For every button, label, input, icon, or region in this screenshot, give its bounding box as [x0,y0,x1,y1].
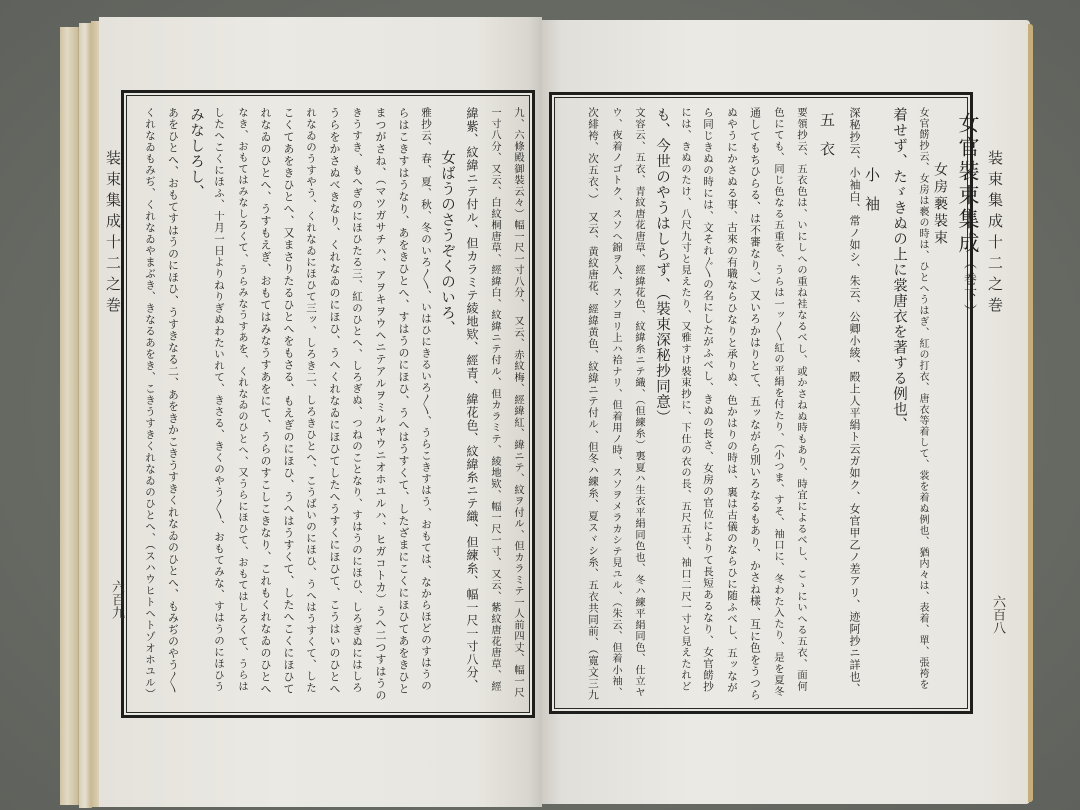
folio-left: 六百九 [109,580,124,619]
text-column: くれなゐもみぢ、くれなゐやまぶき、きなるあをき、こきうすきくれなゐのひとへ、（スハウヒトヘトゾオホユル） [144,107,156,700]
text-column: 深秘抄云、小袖白、常ノ如シ、朱云、公卿小綾、殿上人平絹ト云ガ如ク、女官甲乙ノ差アリ、迹阿抄ニ詳也、 [848,107,861,695]
text-column: こくてあをきひとへ、又まさりたるひとへをもさる、もえぎのにほひ、うへはうすくて、したへこくにほひて [282,107,295,695]
chapter-volume: （巻下） [961,256,976,320]
text-column: れなゐのひとへ、うすもえぎ、おもてはみなうすあをにて、うらのすこしこきなり、これもくれなゐのひとへ [259,107,272,695]
text-column: きうすき、もへぎのにほひたる三、紅のひとへ、しろぎぬ、つねのことなり、すはうのにほひ、しろぎぬにはしろ [351,107,363,694]
text-column: したへこくにほふ、十月一日よりねりぎぬわたいれて、きさる、きくのやう〳〵、おもてみな、すはうのにほひう [213,107,225,693]
text-column: うらをかさぬべきなり、くれなゐのにほひ、うへくれなゐにほひてしたへうすくにほひて、こうはいのひとへ [328,107,341,695]
text-column: も、今世のやうはしらず、（裝束深秘抄同意） [654,107,670,426]
text-column: れなゐのうすやう、くれなゐにほひて三ッ、しろき二、しろきひとへ、こうばいのにほひ、うへはうすくて、した [305,107,317,694]
text-column: 女官餝抄云、女房は褻の時は、ひとへうはぎ、紅の打衣、唐衣等着して、裳を着ぬ例也、猶内々は、表着、單、張袴を [917,107,928,690]
section-heading: 女ばうのさうぞくのいろ、 [439,150,455,336]
text-column: らはこきすはうなり、あをきひとへ、すはうのにほひ、うへはうすくて、したざまにこくにほひてあをきひと [397,107,410,695]
text-column: 着せず、たゞきぬの上に裳唐衣を著する例也、 [891,107,907,433]
text-column: 色にても、同じ色なる五重を、うらは一ッ〳〵紅の平絹を付たり、（小つま、すそ、袖口に、冬わた入たり、是を夏冬 [772,107,784,698]
text-column: ら同じきぬの時には、文それ〴〵の名にしたがふべし、きぬの長さ、女房の官位によりて長短あるなり、女官餝抄 [702,107,714,693]
text-column: あをひとへ、おもてすはうのにほひ、うすきなる二、あをきかこきうすきくれなゐのひとへ、もみぢのやう〳〵 [167,107,180,694]
page-stack-edge [60,27,79,805]
text-column: 雅抄云、春、夏、秋、冬のいろ〳〵、いはひにきるいろ〳〵、うらこきすはう、おもては、なからほどのすはうの [420,107,432,692]
running-title-left: 装束集成十二之巻 [104,150,122,318]
section-heading-kosode: 小袖 [863,167,881,225]
text-column: 九、六條殿御裝云々）幅一尺一寸八分、 又云、赤紋梅、經緯紅、緯ニテ、紋ヲ付ル、但カラミテ一人前四丈、幅一尺 [512,107,524,699]
text-column: なき、おもてはみなしろくて、うらみなうすあを、くれなゐのひとへ、又うらにほひて、おもてはしろくて、うらは [236,107,248,692]
section-heading-itsutsuginu: 五衣 [818,112,836,170]
text-column: 文容云、五衣、青紋唐花唐草、經緯花色、紋緯糸ニテ織、（但練糸）裏夏ハ生衣平絹同色也、冬ハ練平絹同色、仕立ヤ [633,107,645,699]
section-subtitle: 女房褻裝束 [932,162,948,247]
text-column: 通してもちひらる、は不審なり、）又いろかはりとて、五ッながら別いろなるもあり、かさね様、互に色をうつら [749,107,762,701]
right-page-edge [1028,24,1033,802]
text-column: には、きぬのたけ、八尺九寸と見えたり、又雅すけ裝束抄に、下仕の衣の長、五尺五寸、袖口二尺一寸と見えたれど [679,107,691,692]
chapter-title-text: 女官裝束集成 [956,112,980,256]
text-column: ぬやうにかさぬる事、古來の有職ならひなりと承りぬ、色かはりの時は、裏は古儀のならひに随ふべし、五ッなが [726,107,738,694]
text-column: まつがさね、（マツガサチハ、アヲキヲウヘニテアルヲミルヤウニオホユルハ、ヒガコトカ）うへ二つすはうの [374,107,387,702]
folio-right: 六百八 [990,595,1005,634]
text-column: 緯紫、紋緯ニテ付ル、但カラミテ綾地欵、經青、緯花色、紋緯糸ニテ織、但練糸、幅一尺一寸八分、 [465,107,479,692]
text-column: ウ、夜着ノゴトク、スソヘ錦ヲ入、スソヨリ上ハ袷ナリ、但着用ノ時、スソヲメラカシテ見ユル、（朱云、但着小袖、 [610,107,622,699]
text-column: 一寸八分、又云、白紋桐唐草、經緯白、紋緯ニテ付ル、但カラミテ、綾地欵、幅一尺一寸、又云、紫紋唐花唐草、經 [489,107,501,692]
text-column: みなしろし、 [188,107,204,200]
running-title-right: 装束集成十二之巻 [986,150,1004,318]
chapter-title [953,112,983,320]
text-column: 次緋袴、次五衣、） 又云、黄紋唐花、經緯黄色、紋緯ニテ付ル、但冬ハ練糸、夏スヾシ糸、五衣共同前、（寛文三九 [587,107,599,701]
text-column: 要領抄云、五衣色は、いにしへの重ね袿なるべし、或かさねぬ時もあり、時宜によるべし、こゝにいへる五衣、面何 [795,107,807,692]
